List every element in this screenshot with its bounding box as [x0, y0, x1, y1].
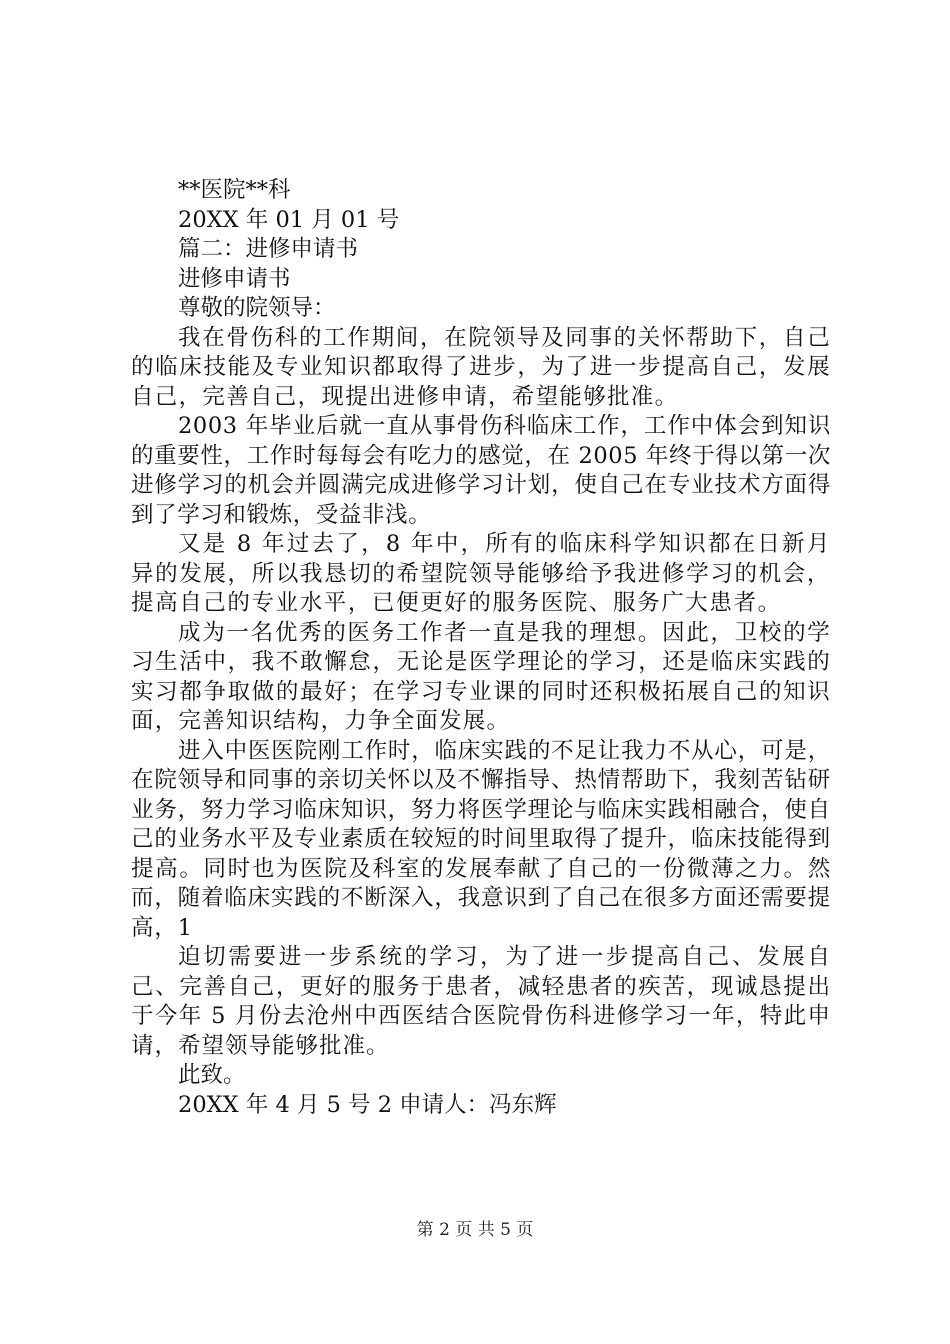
body-paragraph: 成为一名优秀的医务工作者一直是我的理想。因此，卫校的学习生活中，我不敢懈怠，无论是医学理论的学习，还是临床实践的实习都争取做的最好；在学习专业课的同时还积极拓展自己的知识面，完善知识结构，力争全面发展。 [131, 619, 831, 734]
salutation: 尊敬的院领导： [178, 295, 336, 321]
department-line: **医院**科 [178, 177, 291, 203]
document-title: 进修申请书 [178, 265, 291, 292]
closing-line: 此致。 [178, 1062, 246, 1088]
body-paragraph: 我在骨伤科的工作期间，在院领导及同事的关怀帮助下，自己的临床技能及专业知识都取得了进步，为了进一步提高自己，发展自己，完善自己，现提出进修申请，希望能够批准。 [131, 324, 831, 410]
body-paragraph: 迫切需要进一步系统的学习，为了进一步提高自己、发展自己、完善自己，更好的服务于患者，减轻患者的疾苦，现诚恳提出于今年 5 月份去沧州中西医结合医院骨伤科进修学习一年，特此申请，希望领导能够批准。 [131, 944, 831, 1059]
document-body [131, 176, 831, 1120]
date-line: 20XX 年 01 月 01 号 [178, 206, 400, 233]
section-heading: 篇二：进修申请书 [178, 236, 359, 262]
page-number: 第 2 页 共 5 页 [416, 1220, 534, 1240]
body-paragraph: 2003 年毕业后就一直从事骨伤科临床工作，工作中体会到知识的重要性，工作时每每会有吃力的感觉，在 2005 年终于得以第一次进修学习的机会并圆满完成进修学习计划，使自己在专业技术方面得到了学习和锻炼，受益非浅。 [131, 413, 831, 528]
body-paragraph: 进入中医医院刚工作时，临床实践的不足让我力不从心，可是，在院领导和同事的亲切关怀以及不懈指导、热情帮助下，我刻苦钻研业务，努力学习临床知识，努力将医学理论与临床实践相融合，使自己的业务水平及专业素质在较短的时间里取得了提升，临床技能得到提高。同时也为医院及科室的发展奉献了自己的一份微薄之力。然而，随着临床实践的不断深入，我意识到了自己在很多方面还需要提高，1 [131, 737, 831, 941]
signature-line: 20XX 年 4 月 5 号 2 申请人：冯东辉 [178, 1091, 557, 1118]
body-paragraph: 又是 8 年过去了，8 年中，所有的临床科学知识都在日新月异的发展，所以我恳切的希望院领导能够给予我进修学习的机会，提高自己的专业水平，已便更好的服务医院、服务广大患者。 [131, 531, 831, 616]
